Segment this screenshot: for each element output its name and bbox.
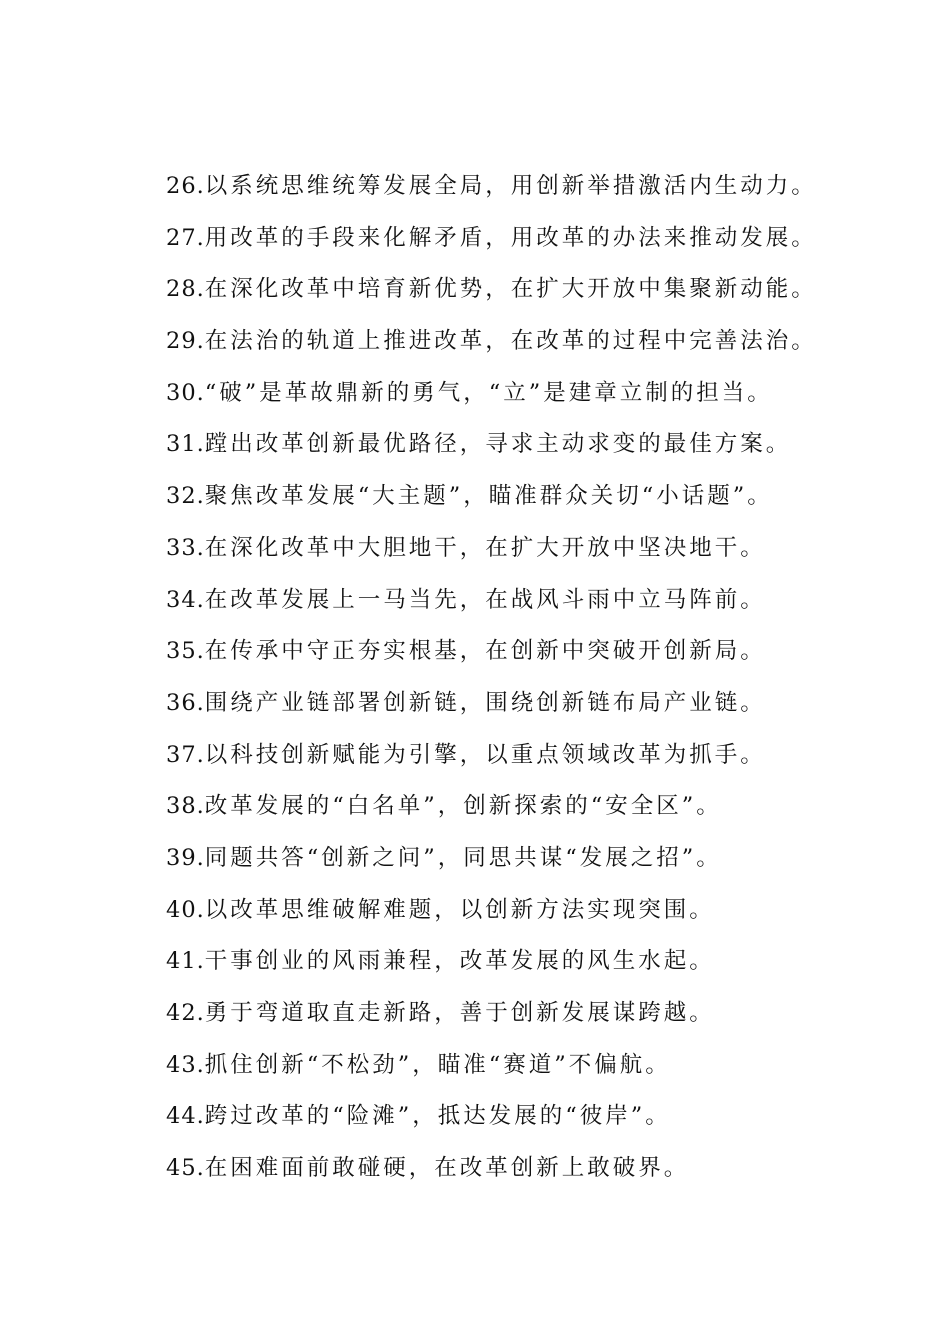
list-item <box>166 216 926 268</box>
item-text: 围绕产业链部署创新链，围绕创新链布局产业链。 <box>204 689 766 716</box>
item-number: 33. <box>166 534 205 561</box>
list-item <box>166 319 926 371</box>
list-item <box>166 784 926 836</box>
item-number: 35. <box>166 638 205 665</box>
item-text: 跨过改革的“险滩”，抵达发展的“彼岸”。 <box>204 1103 671 1130</box>
item-text: 在改革发展上一马当先，在战风斗雨中立马阵前。 <box>204 586 766 613</box>
item-text: “破”是革故鼎新的勇气，“立”是建章立制的担当。 <box>204 379 773 406</box>
list-item <box>166 578 926 630</box>
item-text: 在深化改革中培育新优势，在扩大开放中集聚新动能。 <box>204 276 817 303</box>
item-number: 26. <box>166 173 205 199</box>
item-text: 在法治的轨道上推进改革，在改革的过程中完善法治。 <box>204 328 817 355</box>
item-text: 蹚出改革创新最优路径，寻求主动求变的最佳方案。 <box>204 431 792 458</box>
list-item <box>166 1146 926 1198</box>
item-number: 27. <box>166 224 205 251</box>
item-number: 37. <box>166 741 205 768</box>
list-item <box>166 939 926 991</box>
item-number: 28. <box>166 276 205 303</box>
item-number: 34. <box>166 586 205 613</box>
item-text: 在困难面前敢碰硬，在改革创新上敢破界。 <box>204 1155 690 1182</box>
item-number: 40. <box>166 896 205 923</box>
list-item <box>166 164 926 216</box>
item-number: 43. <box>166 1051 205 1078</box>
item-number: 36. <box>166 689 205 716</box>
item-number: 42. <box>166 1000 205 1026</box>
item-text: 以科技创新赋能为引擎，以重点领域改革为抓手。 <box>204 741 766 768</box>
item-number: 31. <box>166 431 205 458</box>
list-item <box>166 474 926 526</box>
item-text: 在传承中守正夯实根基，在创新中突破开创新局。 <box>204 638 766 665</box>
item-text: 用改革的手段来化解矛盾，用改革的办法来推动发展。 <box>204 224 817 251</box>
item-text: 同题共答“创新之问”，同思共谋“发展之招”。 <box>204 844 722 871</box>
item-number: 45. <box>166 1155 205 1182</box>
slogan-list <box>166 164 926 1198</box>
list-item <box>166 371 926 423</box>
item-text: 在深化改革中大胆地干，在扩大开放中坚决地干。 <box>204 534 766 561</box>
item-text: 聚焦改革发展“大主题”，瞄准群众关切“小话题”。 <box>204 483 773 510</box>
item-number: 44. <box>166 1103 205 1130</box>
item-number: 29. <box>166 328 205 355</box>
item-number: 38. <box>166 793 205 820</box>
item-text: 以系统思维统筹发展全局，用创新举措激活内生动力。 <box>204 173 817 199</box>
item-text: 以改革思维破解难题，以创新方法实现突围。 <box>204 896 715 923</box>
list-item <box>166 1043 926 1095</box>
list-item <box>166 526 926 578</box>
item-text: 干事创业的风雨兼程，改革发展的风生水起。 <box>204 948 715 975</box>
list-item <box>166 267 926 319</box>
list-item <box>166 681 926 733</box>
list-item <box>166 991 926 1043</box>
list-item <box>166 629 926 681</box>
item-number: 41. <box>166 948 205 975</box>
list-item <box>166 836 926 888</box>
item-number: 30. <box>166 379 205 406</box>
item-text: 勇于弯道取直走新路，善于创新发展谋跨越。 <box>204 1000 715 1026</box>
list-item <box>166 1094 926 1146</box>
item-number: 32. <box>166 483 205 510</box>
list-item <box>166 733 926 785</box>
item-text: 改革发展的“白名单”，创新探索的“安全区”。 <box>204 793 722 820</box>
list-item <box>166 888 926 940</box>
list-item <box>166 422 926 474</box>
item-text: 抓住创新“不松劲”，瞄准“赛道”不偏航。 <box>204 1051 671 1078</box>
item-number: 39. <box>166 844 205 871</box>
